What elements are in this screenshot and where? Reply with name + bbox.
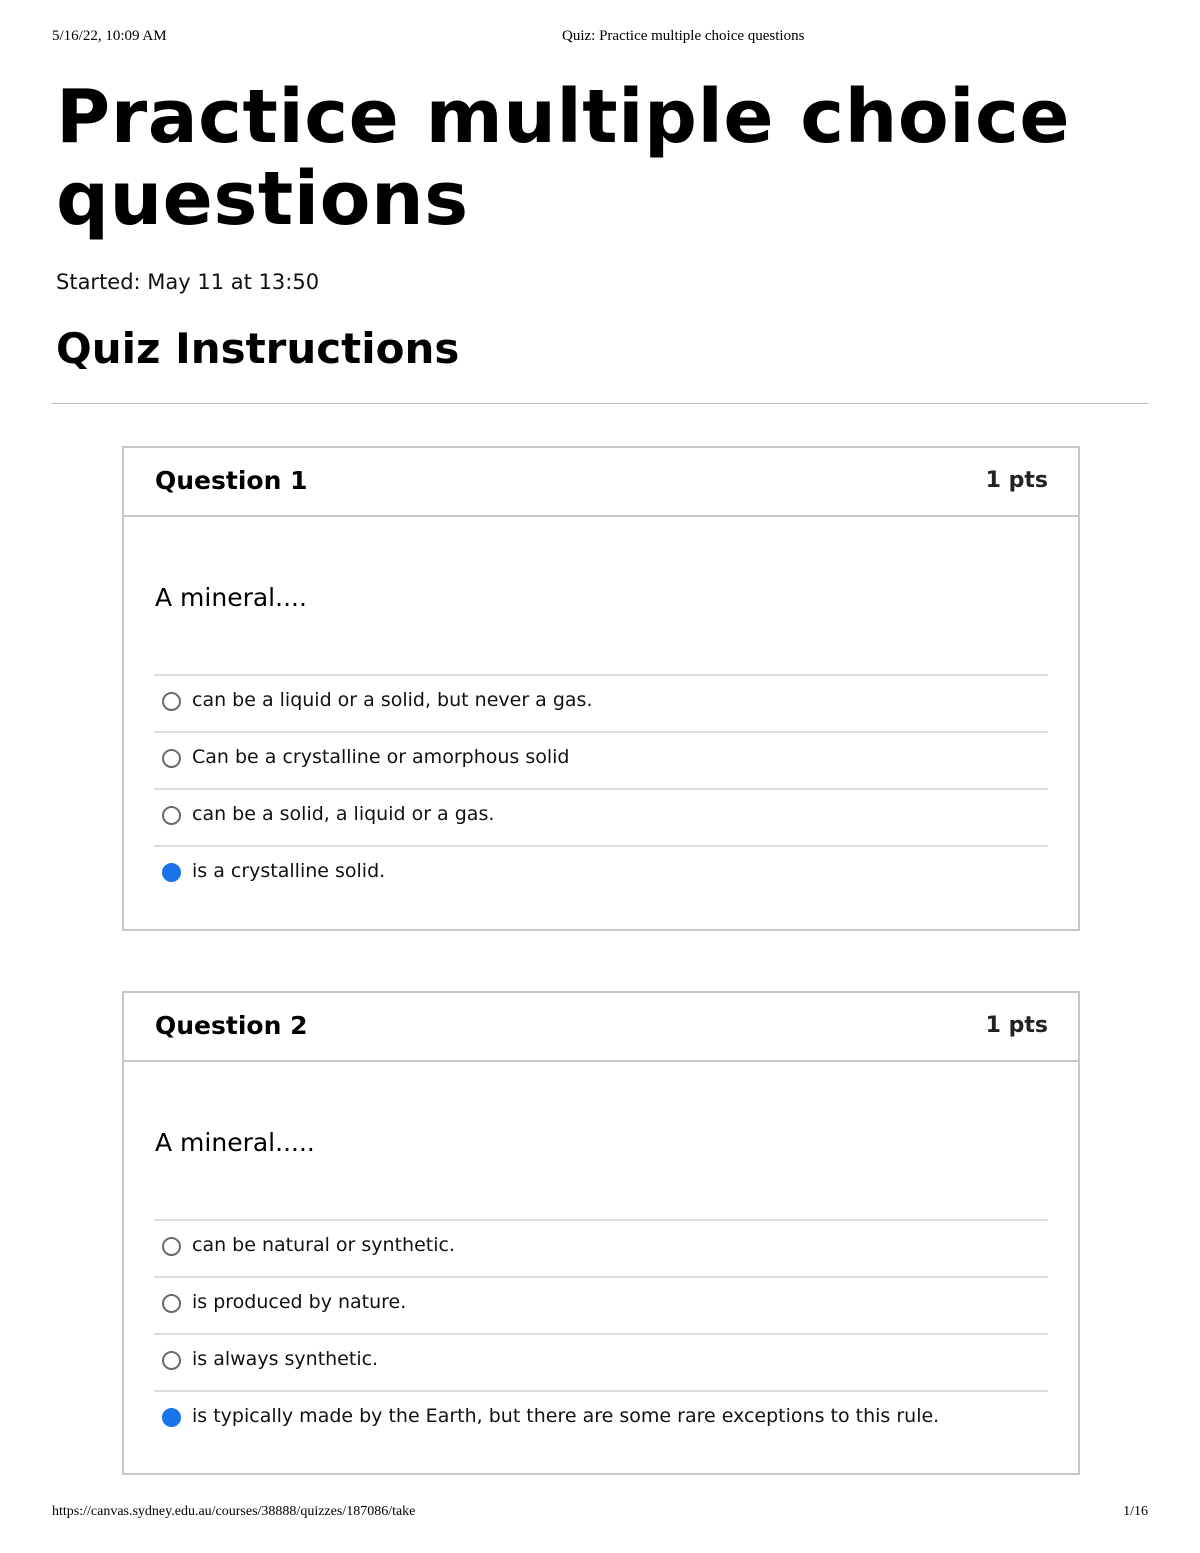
radio-button-icon[interactable] — [162, 692, 181, 711]
answer-option[interactable] — [154, 731, 1048, 788]
quiz-instructions-heading: Quiz Instructions — [56, 324, 460, 373]
answer-label: can be natural or synthetic. — [192, 1234, 455, 1256]
question-text: A mineral.... — [155, 583, 307, 612]
question-points: 1 pts — [985, 468, 1048, 493]
answer-option[interactable] — [154, 845, 1048, 902]
answer-option[interactable] — [154, 674, 1048, 731]
answer-option[interactable] — [154, 1333, 1048, 1390]
page-title: Practice multiple choice questions — [56, 74, 1071, 242]
question-header — [124, 993, 1078, 1062]
answer-label: is produced by nature. — [192, 1291, 407, 1313]
answer-list — [154, 674, 1048, 902]
question-title: Question 1 — [155, 466, 308, 495]
print-date: 5/16/22, 10:09 AM — [52, 28, 167, 44]
page-url: https://canvas.sydney.edu.au/courses/38888/quizzes/187086/take — [52, 1504, 416, 1519]
page-number: 1/16 — [1123, 1504, 1148, 1519]
answer-label: can be a solid, a liquid or a gas. — [192, 803, 495, 825]
radio-button-icon[interactable] — [162, 1294, 181, 1313]
question-title: Question 2 — [155, 1011, 308, 1040]
radio-button-icon[interactable] — [162, 1237, 181, 1256]
radio-button-icon[interactable] — [162, 1351, 181, 1370]
radio-button-icon[interactable] — [162, 806, 181, 825]
started-timestamp: Started: May 11 at 13:50 — [56, 270, 320, 294]
answer-option[interactable] — [154, 788, 1048, 845]
print-footer — [52, 1504, 1148, 1526]
divider — [52, 403, 1148, 404]
print-header — [52, 28, 1148, 50]
print-doc-title: Quiz: Practice multiple choice questions — [562, 28, 805, 44]
question-header — [124, 448, 1078, 517]
question-card-2 — [122, 991, 1080, 1475]
radio-button-selected-icon[interactable] — [162, 863, 181, 882]
answer-label: is a crystalline solid. — [192, 860, 386, 882]
question-text: A mineral..... — [155, 1128, 315, 1157]
answer-option[interactable] — [154, 1390, 1048, 1447]
answer-list — [154, 1219, 1048, 1447]
radio-button-selected-icon[interactable] — [162, 1408, 181, 1427]
answer-option[interactable] — [154, 1276, 1048, 1333]
answer-label: Can be a crystalline or amorphous solid — [192, 746, 570, 768]
answer-option[interactable] — [154, 1219, 1048, 1276]
answer-label: can be a liquid or a solid, but never a gas. — [192, 689, 593, 711]
answer-label: is always synthetic. — [192, 1348, 379, 1370]
radio-button-icon[interactable] — [162, 749, 181, 768]
question-points: 1 pts — [985, 1013, 1048, 1038]
answer-label: is typically made by the Earth, but there are some rare exceptions to this rule. — [192, 1405, 940, 1427]
question-card-1 — [122, 446, 1080, 931]
